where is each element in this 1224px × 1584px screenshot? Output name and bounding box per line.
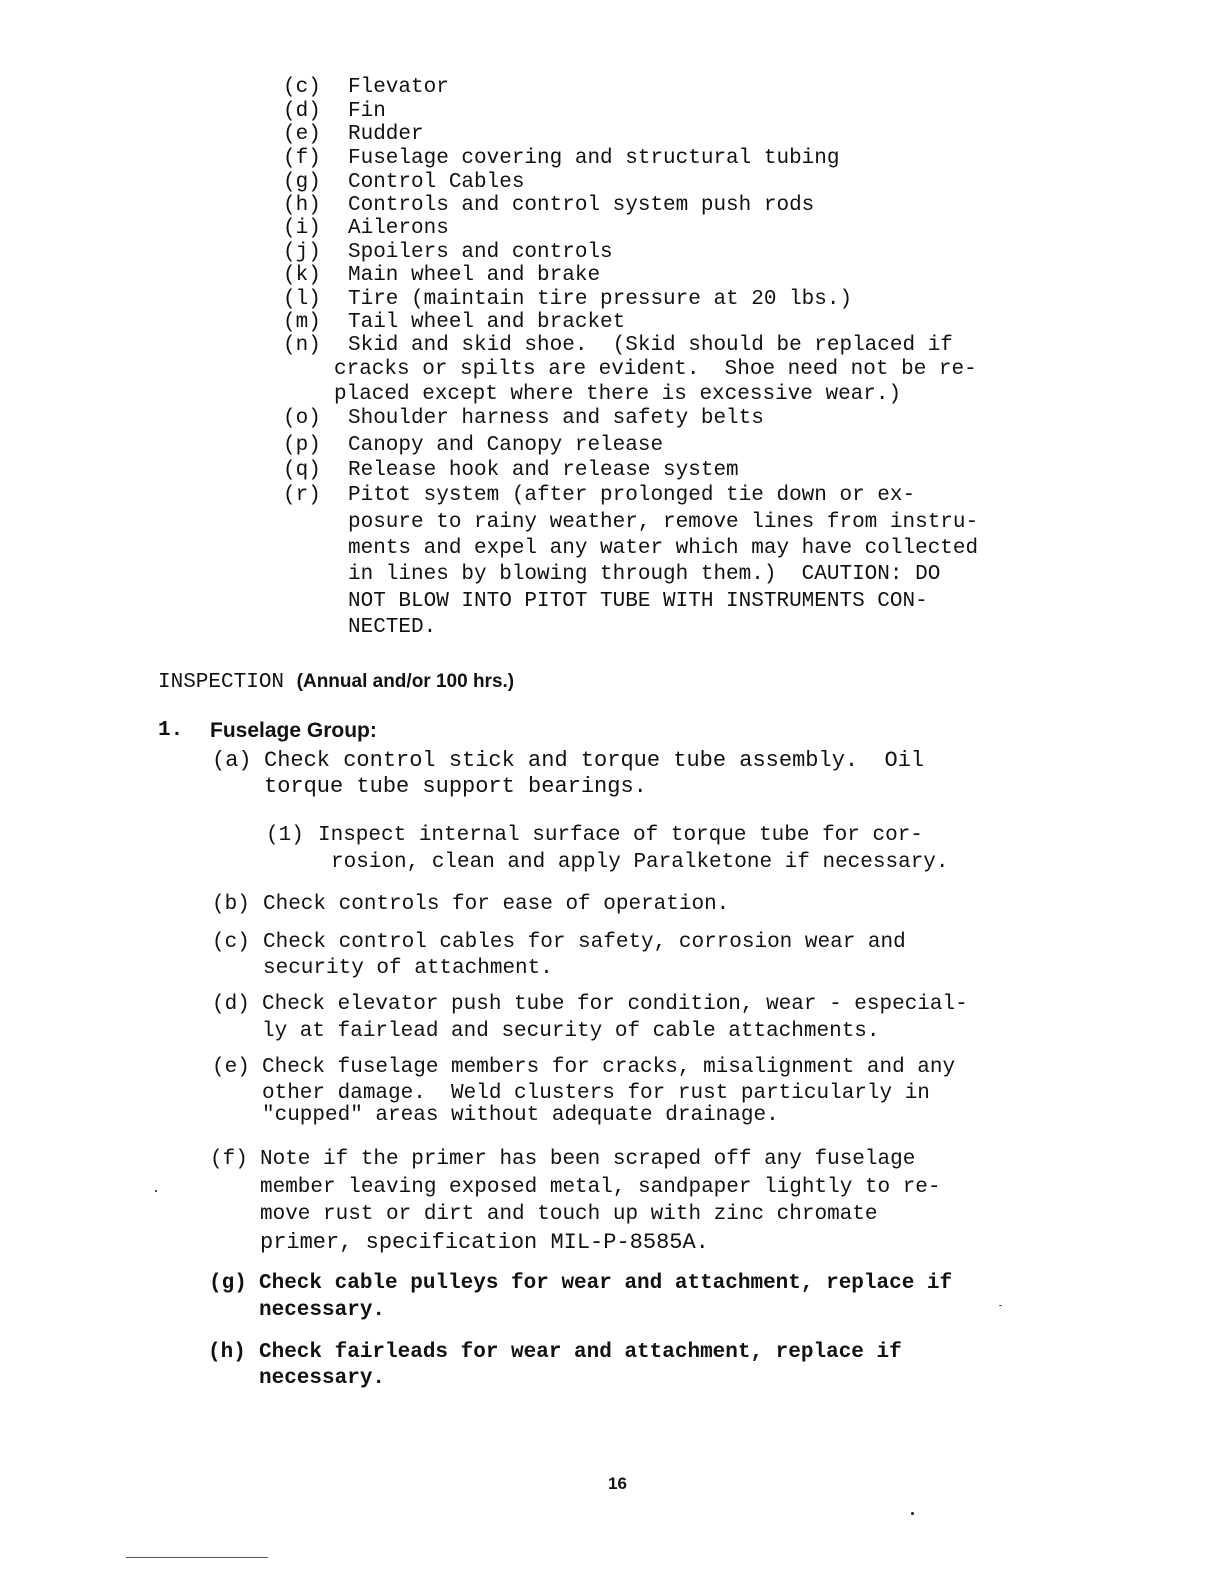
- footer-rule: [126, 1557, 268, 1558]
- list-item-text-continuation: ments and expel any water which may have collected: [348, 537, 979, 560]
- list-label: (f): [283, 147, 321, 170]
- list-label: (i): [283, 217, 321, 240]
- sub-item-text-continuation: rosion, clean and apply Paralketone if necessary.: [331, 851, 949, 874]
- item-label: (a): [212, 748, 252, 773]
- item-label: (d): [212, 993, 250, 1016]
- item-text: Check fairleads for wear and attachment, replace if: [259, 1341, 902, 1364]
- list-label: (q): [283, 459, 321, 482]
- item-text: Note if the primer has been scraped off any fuselage: [260, 1148, 916, 1171]
- inspection-qualifier: (Annual and/or 100 hrs.): [296, 671, 515, 692]
- list-label: (l): [283, 288, 321, 311]
- list-label: (k): [283, 264, 321, 287]
- list-label: (e): [283, 123, 321, 146]
- sub-item-label: (1): [266, 824, 304, 847]
- list-item-text: Fuselage covering and structural tubing: [348, 147, 840, 170]
- list-item-text-continuation: in lines by blowing through them.) CAUTION: DO: [348, 563, 941, 586]
- item-label: (h): [208, 1341, 246, 1364]
- list-item-text: Flevator: [348, 76, 449, 99]
- list-label: (j): [283, 241, 321, 264]
- list-item-text: Ailerons: [348, 217, 449, 240]
- list-label: (m): [283, 311, 321, 334]
- item-label: (e): [212, 1056, 250, 1079]
- section-number: 1.: [158, 719, 184, 742]
- item-text-continuation: member leaving exposed metal, sandpaper lightly to re-: [260, 1176, 941, 1199]
- list-label: (r): [283, 484, 321, 507]
- list-item-text: Release hook and release system: [348, 459, 739, 482]
- item-text: Check control stick and torque tube assembly. Oil: [264, 748, 925, 773]
- item-text-continuation: necessary.: [259, 1367, 386, 1390]
- item-label: (c): [212, 931, 250, 954]
- list-label: (c): [283, 76, 321, 99]
- list-label: (o): [283, 407, 321, 430]
- item-text-continuation: primer, specification MIL-P-8585A.: [260, 1230, 709, 1255]
- list-label: (g): [283, 171, 321, 194]
- scan-speck: [155, 1190, 157, 1192]
- item-text-continuation: "cupped" areas without adequate drainage.: [262, 1104, 779, 1127]
- item-text: Check fuselage members for cracks, misalignment and any: [262, 1056, 956, 1079]
- list-item-text: Main wheel and brake: [348, 264, 601, 287]
- list-item-text: Pitot system (after prolonged tie down or ex-: [348, 484, 916, 507]
- item-text: Check elevator push tube for condition, wear - especial-: [262, 993, 968, 1016]
- list-item-text-continuation: cracks or spilts are evident. Shoe need not be re-: [334, 358, 977, 381]
- item-label: (f): [210, 1148, 248, 1171]
- scan-speck: [999, 1305, 1002, 1306]
- list-item-text: Tail wheel and bracket: [348, 311, 626, 334]
- item-text: Check controls for ease of operation.: [263, 893, 730, 916]
- page-number: 16: [608, 1474, 627, 1493]
- item-text-continuation: move rust or dirt and touch up with zinc chromate: [260, 1203, 878, 1226]
- list-item-text: Control Cables: [348, 171, 525, 194]
- list-item-text-continuation: posure to rainy weather, remove lines from instru-: [348, 511, 979, 534]
- item-label: (g): [209, 1272, 247, 1295]
- sub-item-text: Inspect internal surface of torque tube for cor-: [318, 824, 923, 847]
- scan-speck: [911, 1512, 914, 1515]
- list-item-text: Rudder: [348, 123, 424, 146]
- list-item-text-continuation: NOT BLOW INTO PITOT TUBE WITH INSTRUMENTS CON-: [348, 590, 928, 613]
- list-label: (p): [283, 434, 321, 457]
- item-text-continuation: torque tube support bearings.: [264, 774, 647, 799]
- list-item-text: Controls and control system push rods: [348, 194, 815, 217]
- list-label: (n): [283, 334, 321, 357]
- section-title: Fuselage Group:: [210, 719, 377, 742]
- list-item-text: Tire (maintain tire pressure at 20 lbs.): [348, 288, 853, 311]
- list-item-text: Shoulder harness and safety belts: [348, 407, 764, 430]
- list-item-text: Canopy and Canopy release: [348, 434, 664, 457]
- item-text-continuation: ly at fairlead and security of cable attachments.: [262, 1020, 880, 1043]
- list-item-text: Spoilers and controls: [348, 241, 613, 264]
- item-text: Check cable pulleys for wear and attachment, replace if: [259, 1272, 953, 1295]
- item-text-continuation: security of attachment.: [263, 957, 553, 980]
- item-text-continuation: necessary.: [259, 1299, 386, 1322]
- list-label: (h): [283, 194, 321, 217]
- list-item-text: Fin: [348, 100, 386, 123]
- list-label: (d): [283, 100, 321, 123]
- inspection-title: INSPECTION: [158, 671, 285, 694]
- list-item-text-continuation: NECTED.: [348, 616, 437, 639]
- inspection-heading: [158, 671, 514, 694]
- item-text-continuation: other damage. Weld clusters for rust particularly in: [262, 1082, 930, 1105]
- item-text: Check control cables for safety, corrosion wear and: [263, 931, 906, 954]
- list-item-text-continuation: placed except where there is excessive wear.): [334, 383, 902, 406]
- item-label: (b): [212, 893, 250, 916]
- list-item-text: Skid and skid shoe. (Skid should be replaced if: [348, 334, 953, 357]
